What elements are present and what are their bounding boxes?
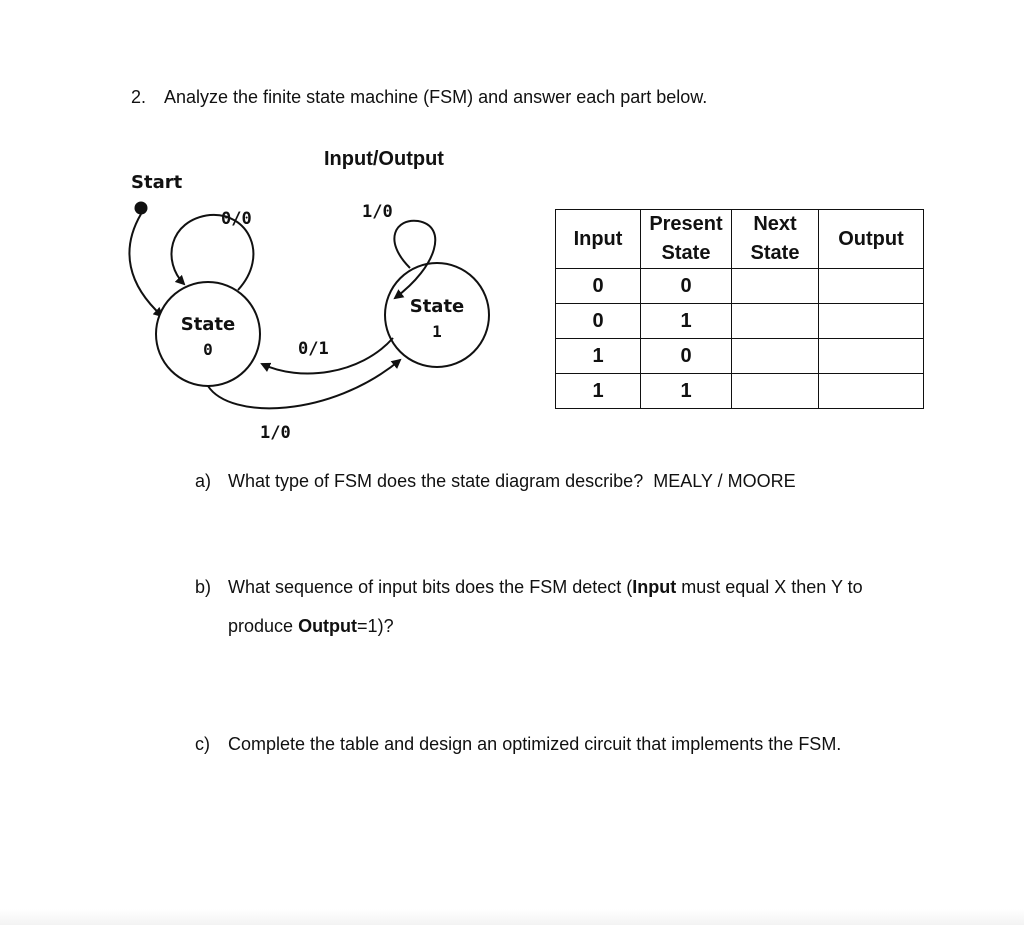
part-c-text: Complete the table and design an optimized circuit that implements the FSM. bbox=[228, 734, 842, 754]
cell-next-state[interactable] bbox=[732, 269, 819, 304]
cell-input: 0 bbox=[556, 269, 641, 304]
page-bottom-edge bbox=[0, 909, 1024, 925]
part-b-line2 bbox=[228, 616, 394, 637]
table-row bbox=[556, 374, 924, 409]
state-table bbox=[555, 209, 924, 409]
part-a-label: a) bbox=[195, 471, 212, 491]
cell-present-state: 1 bbox=[641, 304, 732, 339]
table-row bbox=[556, 304, 924, 339]
question-number: 2. bbox=[131, 87, 147, 107]
part-b-bold-output: Output bbox=[298, 616, 358, 636]
transition-label-1-1: 1/0 bbox=[362, 202, 393, 222]
cell-output[interactable] bbox=[819, 339, 924, 374]
part-a-text: What type of FSM does the state diagram describe? bbox=[228, 471, 644, 491]
cell-next-state[interactable] bbox=[732, 374, 819, 409]
header-present-state: Present State bbox=[641, 210, 732, 269]
start-label: Start bbox=[131, 172, 183, 193]
part-b-bold-input: Input bbox=[632, 577, 677, 597]
part-b-text-pre: What sequence of input bits does the FSM detect ( bbox=[228, 577, 633, 597]
transition-label-1-0: 0/1 bbox=[298, 339, 329, 359]
transition-label-0-1: 1/0 bbox=[260, 423, 291, 443]
part-a-choices[interactable]: MEALY / MOORE bbox=[653, 471, 796, 491]
part-b-text-mid: must equal X then Y to bbox=[676, 577, 863, 597]
part-c bbox=[195, 734, 841, 755]
state-1-label-line1: State bbox=[409, 296, 465, 317]
cell-output[interactable] bbox=[819, 269, 924, 304]
state-0-label-line1: State bbox=[180, 314, 236, 335]
cell-output[interactable] bbox=[819, 374, 924, 409]
header-input: Input bbox=[556, 210, 641, 269]
part-b-line2-post: =1)? bbox=[357, 616, 394, 636]
part-b bbox=[195, 577, 863, 598]
question-prompt: Analyze the finite state machine (FSM) and answer each part below. bbox=[164, 87, 708, 107]
start-arrow bbox=[129, 214, 162, 316]
header-output: Output bbox=[819, 210, 924, 269]
state-1-label-line2: 1 bbox=[432, 322, 442, 341]
part-c-label: c) bbox=[195, 734, 210, 754]
cell-next-state[interactable] bbox=[732, 304, 819, 339]
part-a bbox=[195, 471, 796, 492]
cell-input: 0 bbox=[556, 304, 641, 339]
cell-next-state[interactable] bbox=[732, 339, 819, 374]
cell-present-state: 0 bbox=[641, 269, 732, 304]
header-next-state: Next State bbox=[732, 210, 819, 269]
cell-input: 1 bbox=[556, 339, 641, 374]
state-0-label-line2: 0 bbox=[203, 340, 213, 359]
start-dot bbox=[135, 202, 148, 215]
transition-label-0-0: 0/0 bbox=[221, 209, 252, 229]
cell-input: 1 bbox=[556, 374, 641, 409]
part-b-label: b) bbox=[195, 577, 212, 597]
table-header-row bbox=[556, 210, 924, 269]
cell-present-state: 1 bbox=[641, 374, 732, 409]
diagram-title: Input/Output bbox=[324, 148, 444, 170]
table-row bbox=[556, 339, 924, 374]
table-row bbox=[556, 269, 924, 304]
part-b-line2-pre: produce bbox=[228, 616, 299, 636]
cell-output[interactable] bbox=[819, 304, 924, 339]
cell-present-state: 0 bbox=[641, 339, 732, 374]
